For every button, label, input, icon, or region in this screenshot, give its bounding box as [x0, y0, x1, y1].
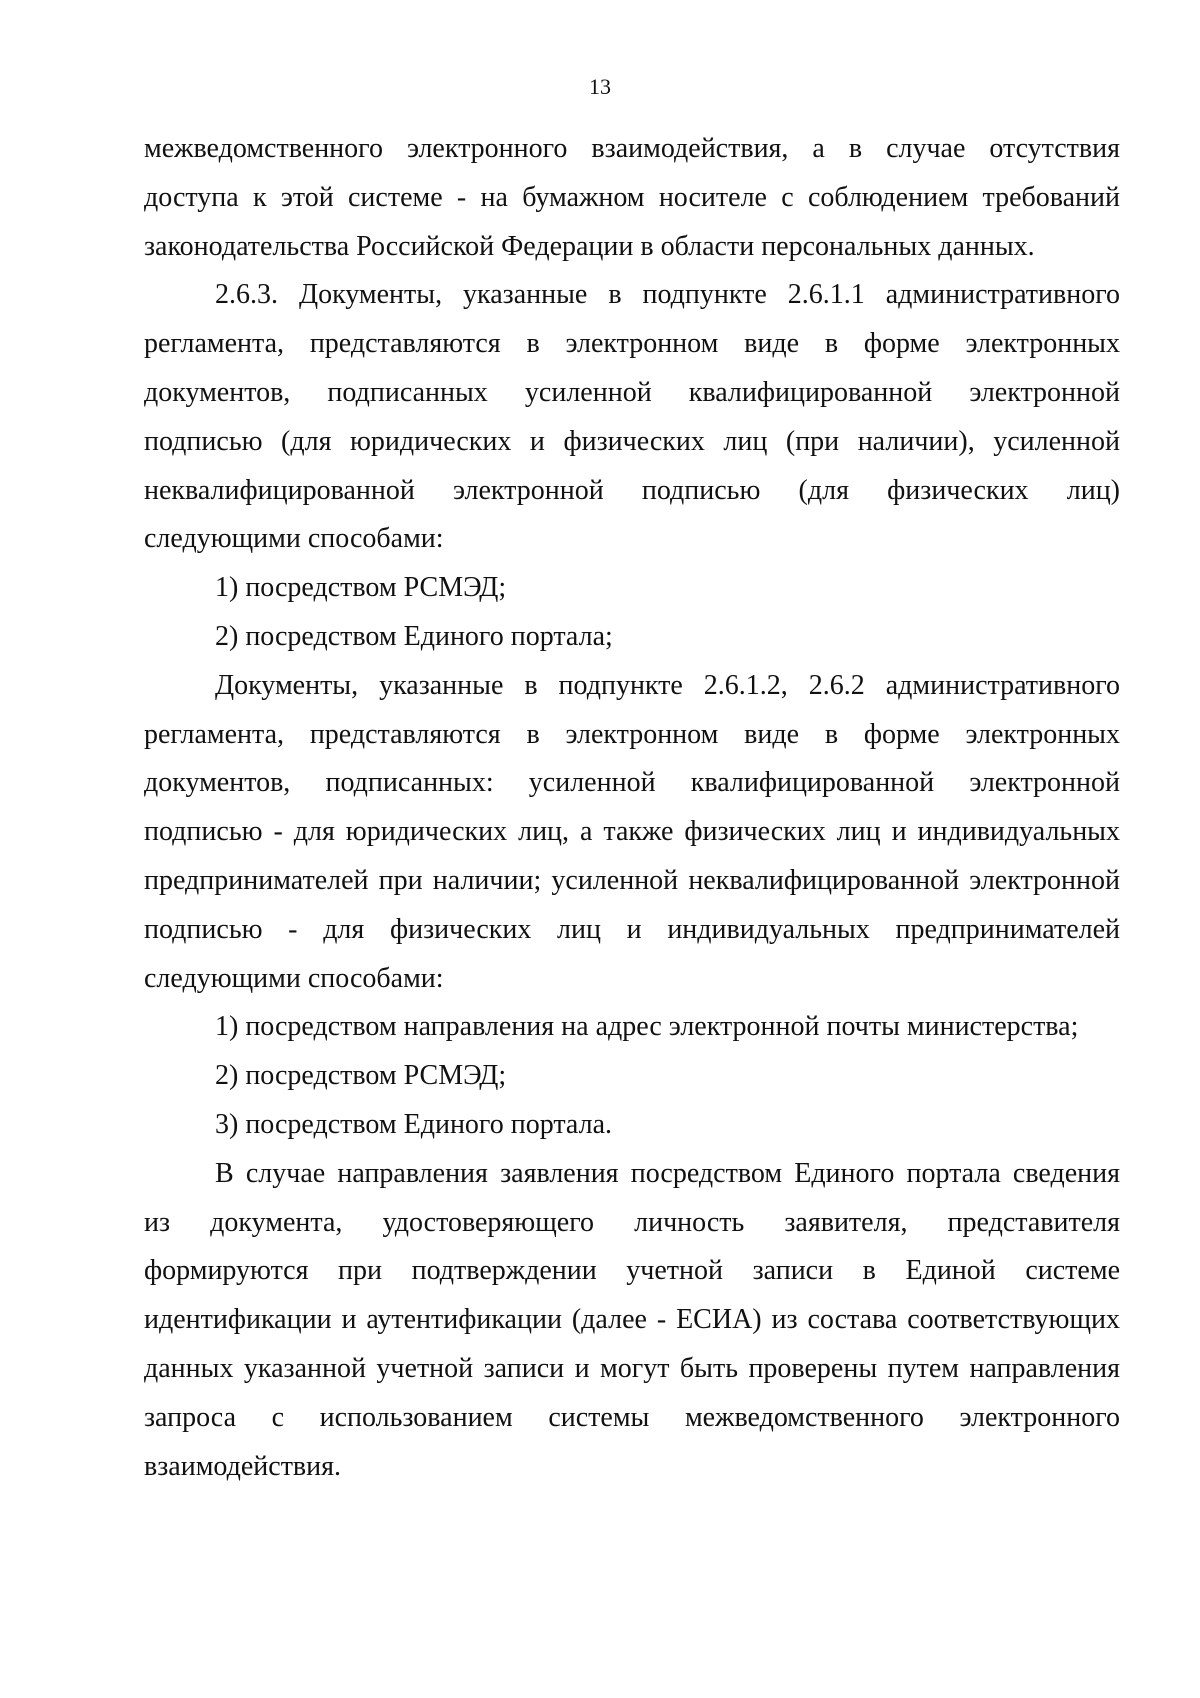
list-item: 1) посредством РСМЭД;	[215, 572, 507, 604]
page-number: 13	[589, 74, 611, 99]
text-line: В случае направления заявления посредством Единого портала сведения	[215, 1157, 1120, 1189]
text-line: регламента, представляются в электронном виде в форме электронных	[144, 328, 1120, 360]
text-line: идентификации и аутентификации (далее - ЕСИА) из состава соответствующих	[144, 1304, 1120, 1336]
text-line: законодательства Российской Федерации в области персональных данных.	[144, 230, 1035, 262]
text-line: подписью - для юридических лиц, а также физических лиц и индивидуальных	[144, 816, 1120, 848]
text-line: следующими способами:	[144, 523, 444, 555]
text-line: межведомственного электронного взаимодействия, а в случае отсутствия	[144, 133, 1120, 164]
list-item: 3) посредством Единого портала.	[215, 1108, 612, 1140]
text-line: Документы, указанные в подпункте 2.6.1.2, 2.6.2 административного	[215, 669, 1120, 701]
text-line: подписью (для юридических и физических лиц (при наличии), усиленной	[144, 425, 1120, 457]
text-line: 2.6.3. Документы, указанные в подпункте 2.6.1.1 административного	[215, 279, 1120, 311]
list-item: 2) посредством Единого портала;	[215, 620, 613, 652]
text-line: подписью - для физических лиц и индивидуальных предпринимателей	[144, 913, 1120, 945]
text-line: данных указанной учетной записи и могут быть проверены путем направления	[144, 1352, 1120, 1384]
list-item: 2) посредством РСМЭД;	[215, 1060, 507, 1092]
text-line: из документа, удостоверяющего личность заявителя, представителя	[144, 1206, 1120, 1238]
text-line: документов, подписанных: усиленной квалифицированной электронной	[144, 767, 1120, 799]
list-item: 1) посредством направления на адрес электронной почты министерства;	[215, 1011, 1079, 1043]
text-line: регламента, представляются в электронном виде в форме электронных	[144, 718, 1120, 750]
text-line: предпринимателей при наличии; усиленной неквалифицированной электронной	[144, 864, 1120, 896]
text-line: формируются при подтверждении учетной записи в Единой системе	[144, 1255, 1120, 1287]
text-line: запроса с использованием системы межведомственного электронного	[144, 1401, 1120, 1433]
text-line: взаимодействия.	[144, 1450, 342, 1482]
document-body	[144, 125, 1120, 1491]
text-line: следующими способами:	[144, 962, 444, 994]
text-line: документов, подписанных усиленной квалифицированной электронной	[144, 376, 1120, 408]
text-line: доступа к этой системе - на бумажном носителе с соблюдением требований	[144, 181, 1120, 213]
text-line: неквалифицированной электронной подписью (для физических лиц)	[144, 474, 1120, 506]
